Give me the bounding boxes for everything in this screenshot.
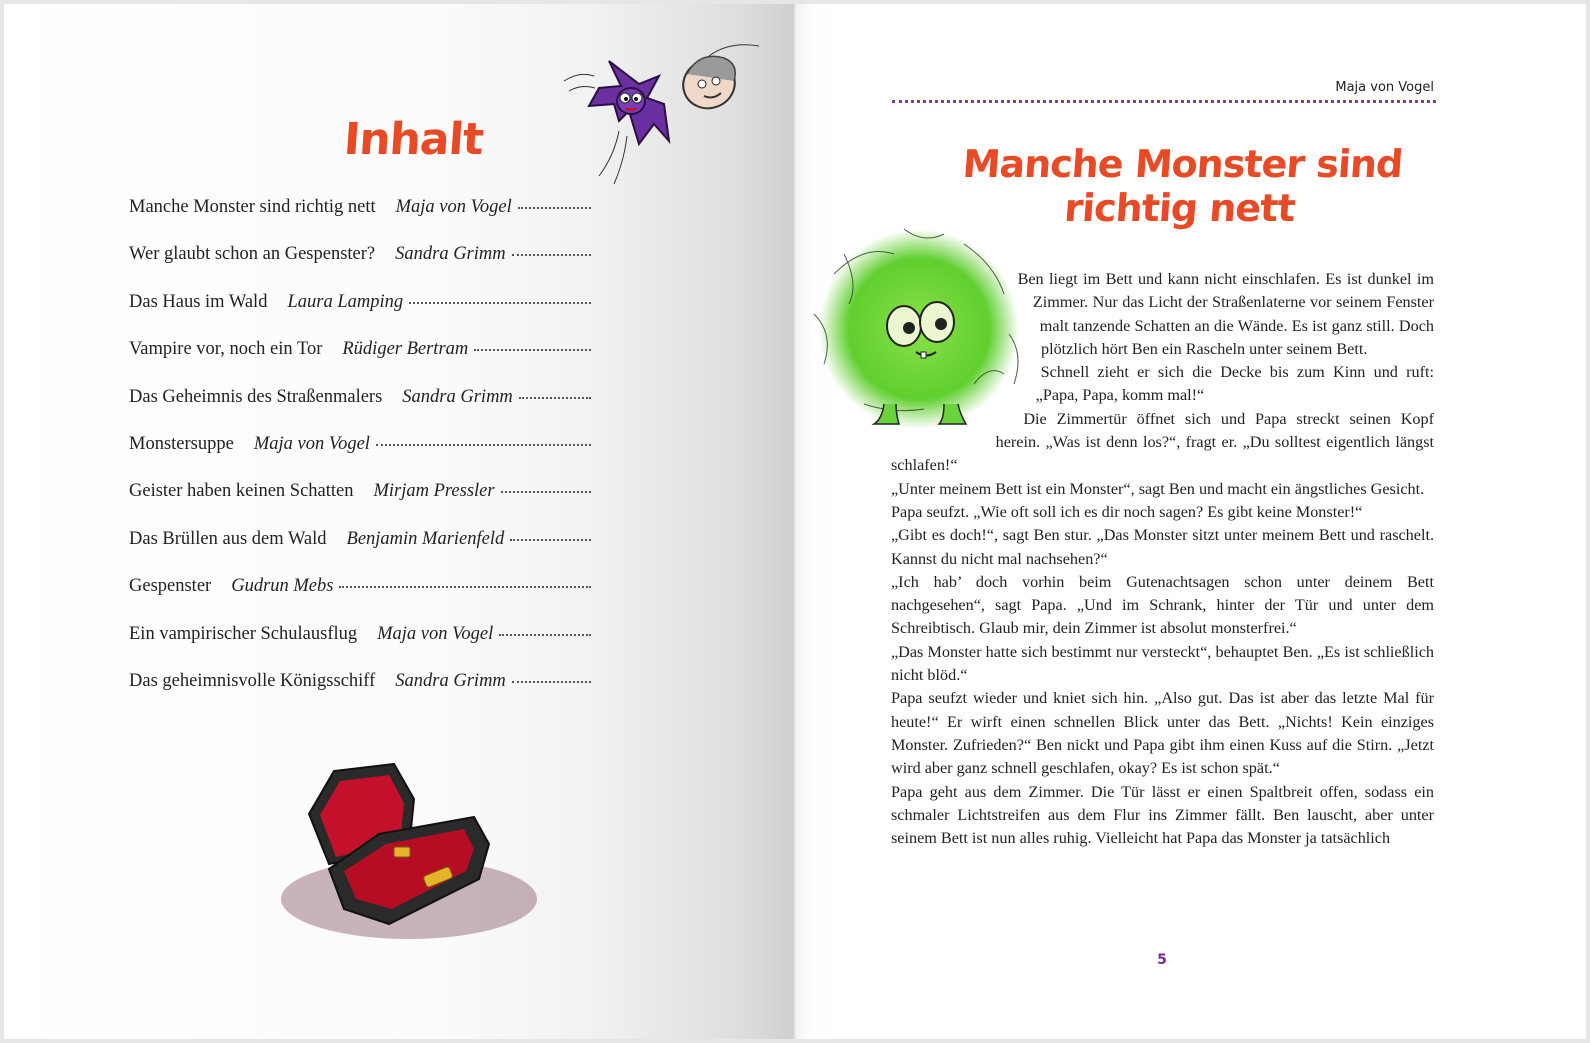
story-paragraph: Papa seufzt. „Wie oft soll ich es dir noch sagen? Es gibt keine Monster!“ (891, 502, 1363, 521)
toc-author: Sandra Grimm (402, 386, 513, 407)
toc-entry[interactable] (129, 624, 591, 671)
toc-entry[interactable] (129, 529, 591, 576)
toc-story-title: Das Brüllen aus dem Wald (129, 528, 327, 549)
story-paragraph: „Unter meinem Bett ist ein Monster“, sagt Ben und macht ein ängstliches Gesicht. (891, 479, 1425, 498)
story-body (891, 268, 1434, 850)
story-paragraph: Die Zimmertür öffnet sich und Papa streckt seinen Kopf herein. „Was ist denn los?“, fragt er. „Du solltest eigentlich längst schlafen!“ (891, 409, 1434, 475)
left-page (4, 4, 794, 1039)
toc-author: Maja von Vogel (395, 197, 512, 217)
toc-entry[interactable] (129, 481, 591, 528)
toc-story-title: Das Haus im Wald (129, 291, 268, 312)
toc-entry[interactable] (129, 434, 591, 481)
story-title: Manche Monster sind richtig nett (961, 142, 1404, 230)
toc-leader-dots (501, 491, 591, 493)
toc-author: Sandra Grimm (395, 670, 506, 691)
toc-story-title: Vampire vor, noch ein Tor (129, 339, 323, 360)
toc-story-title: Monstersuppe (129, 433, 234, 454)
toc-leader-dots (510, 539, 591, 541)
toc-leader-dots (512, 681, 591, 683)
story-paragraph: „Das Monster hatte sich bestimmt nur versteckt“, behauptet Ben. „Es ist schließlich nicht blöd.“ (891, 642, 1434, 685)
story-paragraph: „Ich hab’ doch vorhin beim Gutenachtsagen schon unter deinem Bett nachgesehen“, sagt Papa. „Und im Schrank, hinter der Tür und unter dem Schreibtisch. Glaub mir, dein Zimmer ist absolut monsterfrei.“ (891, 572, 1434, 638)
toc-author: Mirjam Pressler (373, 481, 495, 502)
table-of-contents (129, 197, 591, 718)
toc-author: Rüdiger Bertram (342, 339, 469, 360)
toc-leader-dots (474, 349, 591, 351)
toc-title: Inhalt (342, 114, 485, 165)
story-paragraph: Papa seufzt wieder und kniet sich hin. „Also gut. Das ist aber das letzte Mal für heute!“ Er wirft einen schnellen Blick unter das Bett. „Nichts! Kein einziges Monster. Zufrieden?“ Ben nickt und Papa gibt ihm einen Kuss auf die Stirn. „Jetzt wird aber ganz schnell geschlafen, okay? Es ist schon spät.“ (891, 689, 1434, 778)
running-header-author: Maja von Vogel (1335, 80, 1434, 95)
header-dotted-rule (892, 100, 1436, 103)
toc-entry[interactable] (129, 292, 591, 339)
toc-author: Sandra Grimm (395, 244, 506, 265)
toc-entry[interactable] (129, 339, 591, 386)
toc-story-title: Gespenster (129, 576, 212, 597)
story-paragraph: „Gibt es doch!“, sagt Ben stur. „Das Monster sitzt unter meinem Bett und raschelt. Kannst du nicht mal nachsehen?“ (891, 526, 1434, 568)
toc-author: Maja von Vogel (253, 433, 370, 454)
toc-leader-dots (519, 397, 591, 399)
toc-entry[interactable] (129, 576, 591, 623)
toc-story-title: Ein vampirischer Schulausflug (129, 623, 358, 644)
toc-author: Laura Lamping (287, 291, 404, 312)
toc-story-title: Geister haben keinen Schatten (129, 481, 354, 502)
toc-leader-dots (339, 586, 591, 588)
toc-leader-dots (512, 254, 591, 256)
story-paragraph: Schnell zieht er sich die Decke bis zum Kinn und ruft: „Papa, Papa, komm mal!“ (1035, 363, 1434, 405)
toc-story-title: Das Geheimnis des Straßenmalers (129, 386, 383, 407)
toc-entry[interactable] (129, 244, 591, 291)
toc-author: Gudrun Mebs (231, 576, 334, 597)
toc-entry[interactable] (129, 671, 591, 718)
monster-wrap-space (891, 268, 1041, 438)
bat-and-ghost-illustration (559, 26, 769, 191)
toc-story-title: Wer glaubt schon an Gespenster? (129, 244, 376, 265)
toc-story-title: Das geheimnisvolle Königsschiff (129, 670, 376, 691)
toc-leader-dots (409, 302, 591, 304)
toc-leader-dots (518, 207, 591, 209)
toc-leader-dots (376, 444, 591, 446)
story-paragraph: Ben liegt im Bett und kann nicht einschlafen. Es ist dunkel im Zimmer. Nur das Licht der Straßenlaterne vor seinem Fenster malt tanzende Schatten an die Wände. Es ist ganz still. Doch plötzlich hört Ben ein Rascheln unter seinem Bett. (1017, 270, 1434, 358)
page-number: 5 (1157, 952, 1167, 968)
toc-story-title: Manche Monster sind richtig nett (129, 197, 376, 217)
story-paragraph: Papa geht aus dem Zimmer. Die Tür lässt er einen Spaltbreit offen, sodass ein schmaler Lichtstreifen aus dem Flur ins Zimmer fällt. Ben lauscht, aber unter seinem Bett ist nun alles ruhig. Vielleicht hat Papa das Monster ja tatsächlich (891, 782, 1434, 848)
right-page (796, 4, 1586, 1039)
coffin-illustration (274, 759, 544, 944)
toc-author: Maja von Vogel (377, 623, 494, 644)
toc-leader-dots (499, 634, 591, 636)
toc-author: Benjamin Marienfeld (346, 528, 505, 549)
toc-entry[interactable] (129, 197, 591, 244)
toc-entry[interactable] (129, 387, 591, 434)
